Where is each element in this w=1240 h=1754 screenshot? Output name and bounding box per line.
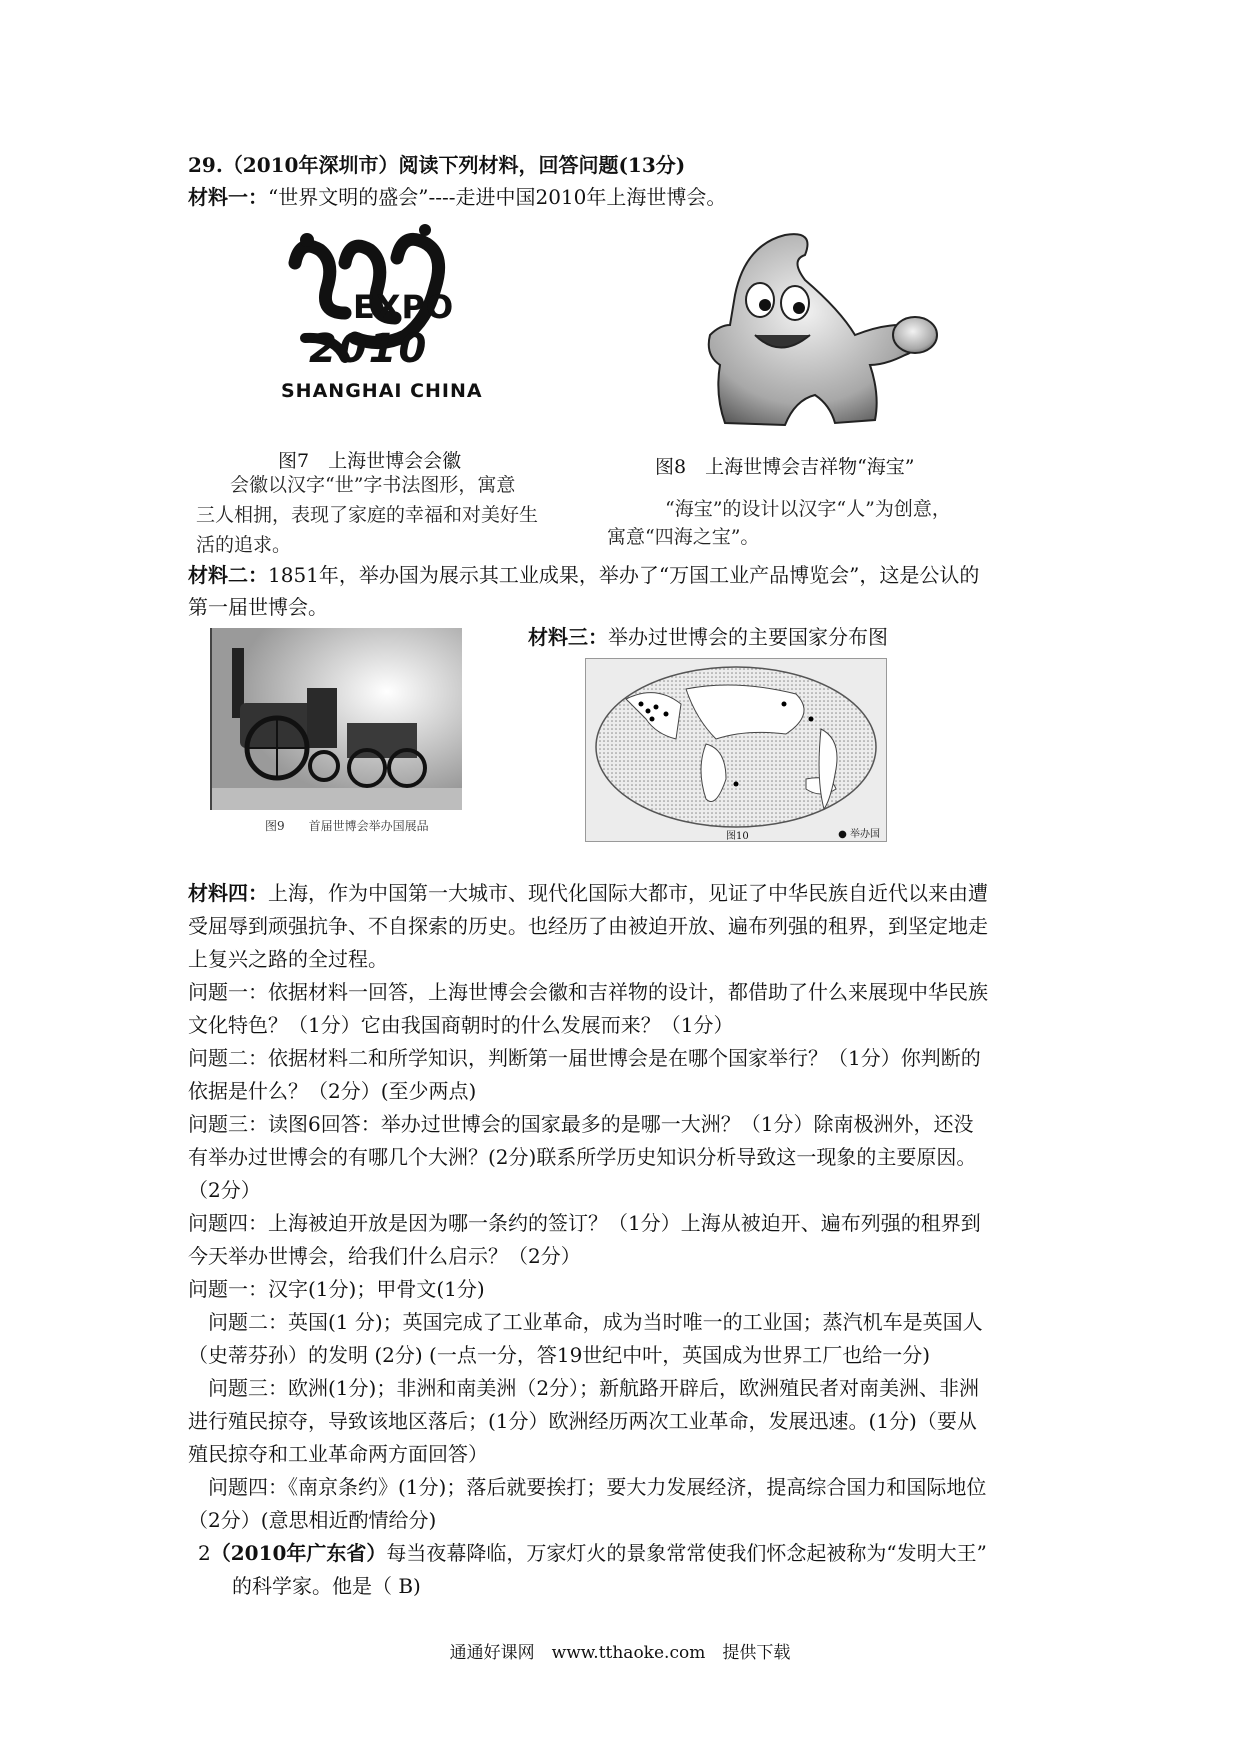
material-two-text: 1851年，举办国为展示其工业成果，举办了“万国工业产品博览会”，这是公认的 (268, 563, 980, 587)
figure-9-caption: 图9 首届世博会举办国展品 (265, 819, 429, 833)
answer-line: 问题四：《南京条约》(1分)；落后就要挨打；要大力发展经济，提高综合国力和国际地位 (188, 1475, 987, 1499)
answer-line: 问题一：汉字(1分)；甲骨文(1分) (188, 1277, 485, 1301)
mascot-note-line-1: “海宝”的设计以汉字“人”为创意， (665, 498, 951, 520)
material-one-text: “世界文明的盛会”----走进中国2010年上海世博会。 (268, 185, 727, 209)
material-three-label: 材料三： (528, 625, 608, 649)
question-title: 29.（2010年深圳市）阅读下列材料，回答问题(13分) (188, 153, 686, 177)
world-map-figure (585, 658, 887, 842)
material-four-line-1 (188, 878, 988, 908)
question-line: 问题三：读图6回答：举办过世博会的国家最多的是哪一大洲？（1分）除南极洲外，还没 (188, 1112, 974, 1136)
question-line: （2分） (188, 1178, 261, 1202)
figure-7-caption: 图7 上海世博会会徽 (278, 450, 462, 472)
question-2-source: （2010年广东省） (210, 1541, 387, 1565)
steam-locomotive-icon (212, 628, 462, 810)
question-2-line-1 (198, 1538, 987, 1568)
material-one (188, 182, 726, 212)
question-line: 问题一：依据材料一回答，上海世博会会徽和吉祥物的设计，都借助了什么来展现中华民族 (188, 980, 988, 1004)
page-footer: 通通好课网 www.tthaoke.com 提供下载 (449, 1643, 791, 1663)
haibao-mascot-icon (665, 225, 995, 430)
material-four-line-3: 上复兴之路的全过程。 (188, 947, 388, 971)
question-2-text: 每当夜幕降临，万家灯火的景象常常使我们怀念起被称为“发明大王” (386, 1541, 987, 1565)
locomotive-photo (210, 628, 462, 810)
material-one-label: 材料一： (188, 185, 268, 209)
question-line: 问题四：上海被迫开放是因为哪一条约的签订？（1分）上海从被迫开、遍布列强的租界到 (188, 1211, 981, 1235)
figure-10-caption: 图10 (726, 831, 749, 842)
question-2-line-2: 的科学家。他是（ B) (232, 1574, 421, 1598)
material-four-label: 材料四： (188, 881, 268, 905)
answer-line: （史蒂芬孙）的发明 (2分) (一点一分，答19世纪中叶，英国成为世界工厂也给一分) (188, 1343, 931, 1367)
map-legend: ● 举办国 (838, 829, 880, 840)
material-four-line-2: 受屈辱到顽强抗争、不自探索的历史。也经历了由被迫开放、遍布列强的租界，到坚定地走 (188, 914, 988, 938)
answer-line: （2分）(意思相近酌情给分) (188, 1508, 437, 1532)
material-three-text: 举办过世博会的主要国家分布图 (608, 625, 888, 649)
material-two-line-1 (188, 560, 979, 590)
question-line: 依据是什么？（2分）(至少两点) (188, 1079, 477, 1103)
material-two-line-2: 第一届世博会。 (188, 595, 328, 619)
question-2-number: 2 (198, 1541, 211, 1565)
question-line: 文化特色？（1分）它由我国商朝时的什么发展而来？（1分） (188, 1013, 734, 1037)
question-line: 问题二：依据材料二和所学知识，判断第一届世博会是在哪个国家举行？（1分）你判断的 (188, 1046, 981, 1070)
logo-expo-text: EXPO (353, 288, 455, 326)
question-line: 今天举办世博会，给我们什么启示？（2分） (188, 1244, 581, 1268)
mascot-note-line-2: 寓意“四海之宝”。 (607, 526, 760, 548)
logo-note-line-3: 活的追求。 (196, 534, 292, 556)
expo-logo-figure (281, 218, 485, 418)
mascot-haibao-figure (665, 225, 995, 430)
answer-line: 殖民掠夺和工业革命两方面回答） (188, 1442, 488, 1466)
answer-line: 问题二：英国(1 分)；英国完成了工业革命，成为当时唯一的工业国；蒸汽机车是英国人 (188, 1310, 983, 1334)
answer-line: 问题三：欧洲(1分)；非洲和南美洲（2分）；新航路开辟后，欧洲殖民者对南美洲、非洲 (188, 1376, 980, 1400)
question-line: 有举办过世博会的有哪几个大洲？(2分)联系所学历史知识分析导致这一现象的主要原因。 (188, 1145, 977, 1169)
logo-year-text: 2010 (309, 326, 429, 372)
material-two-label: 材料二： (188, 563, 268, 587)
logo-note-line-1: 会徽以汉字“世”字书法图形，寓意 (230, 474, 516, 496)
answer-line: 进行殖民掠夺，导致该地区落后；(1分）欧洲经历两次工业革命，发展迅速。(1分)（要从 (188, 1409, 977, 1433)
figure-8-caption: 图8 上海世博会吉祥物“海宝” (655, 456, 915, 478)
world-map-icon (586, 659, 886, 841)
material-three (528, 622, 888, 652)
material-four-text: 上海，作为中国第一大城市、现代化国际大都市，见证了中华民族自近代以来由遭 (268, 881, 988, 905)
logo-city-text: SHANGHAI CHINA (281, 380, 483, 402)
logo-note-line-2: 三人相拥，表现了家庭的幸福和对美好生 (196, 504, 539, 526)
